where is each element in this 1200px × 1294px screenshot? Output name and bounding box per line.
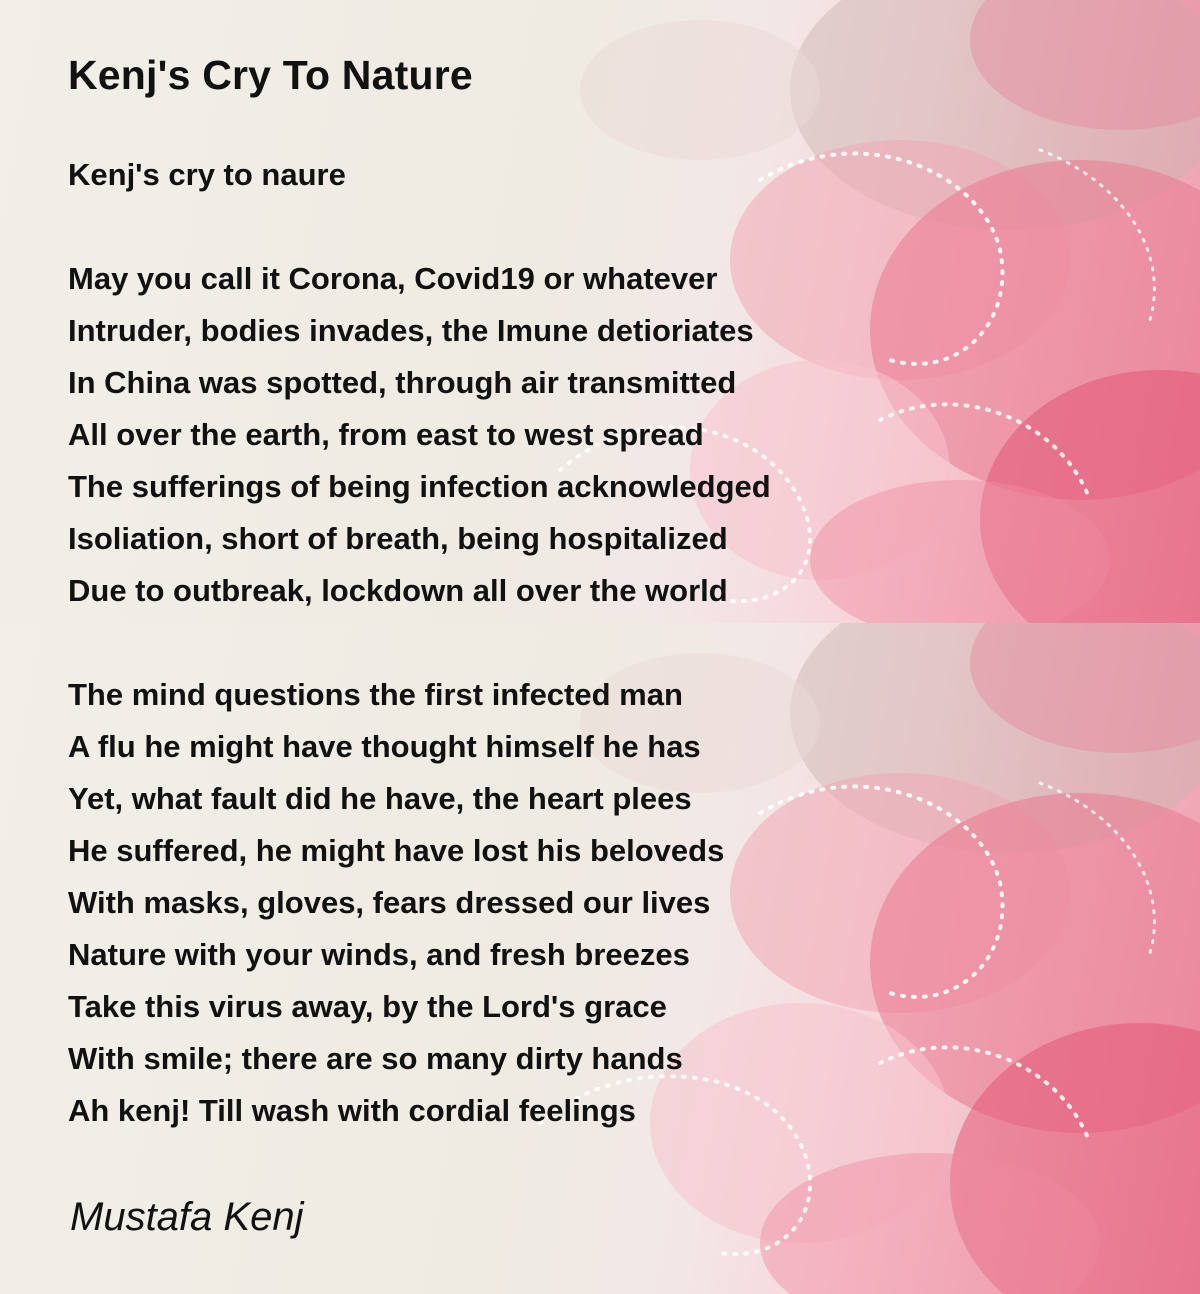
poem-line: Intruder, bodies invades, the Imune detioriates: [68, 313, 754, 348]
poem-line: Yet, what fault did he have, the heart plees: [68, 781, 692, 816]
poem-line: Ah kenj! Till wash with cordial feelings: [68, 1093, 636, 1128]
poem-line: The sufferings of being infection acknowledged: [68, 469, 771, 504]
poem-line: With masks, gloves, fears dressed our lives: [68, 885, 711, 920]
poem-line: Take this virus away, by the Lord's grace: [68, 989, 667, 1024]
poem-line: Isoliation, short of breath, being hospitalized: [68, 521, 728, 556]
poem-line: May you call it Corona, Covid19 or whatever: [68, 261, 718, 296]
poem-line: In China was spotted, through air transmitted: [68, 365, 737, 400]
poem-line: A flu he might have thought himself he has: [68, 729, 701, 764]
poem-subtitle: Kenj's cry to naure: [68, 157, 346, 192]
poem-line: The mind questions the first infected man: [68, 677, 683, 712]
poem-line: Due to outbreak, lockdown all over the world: [68, 573, 728, 608]
poem-line: With smile; there are so many dirty hands: [68, 1041, 683, 1076]
poem-line: All over the earth, from east to west spread: [68, 417, 704, 452]
poem-title: Kenj's Cry To Nature: [68, 52, 473, 98]
poem-line: He suffered, he might have lost his beloveds: [68, 833, 725, 868]
poem-author: Mustafa Kenj: [70, 1195, 304, 1239]
poem-line: Nature with your winds, and fresh breezes: [68, 937, 690, 972]
